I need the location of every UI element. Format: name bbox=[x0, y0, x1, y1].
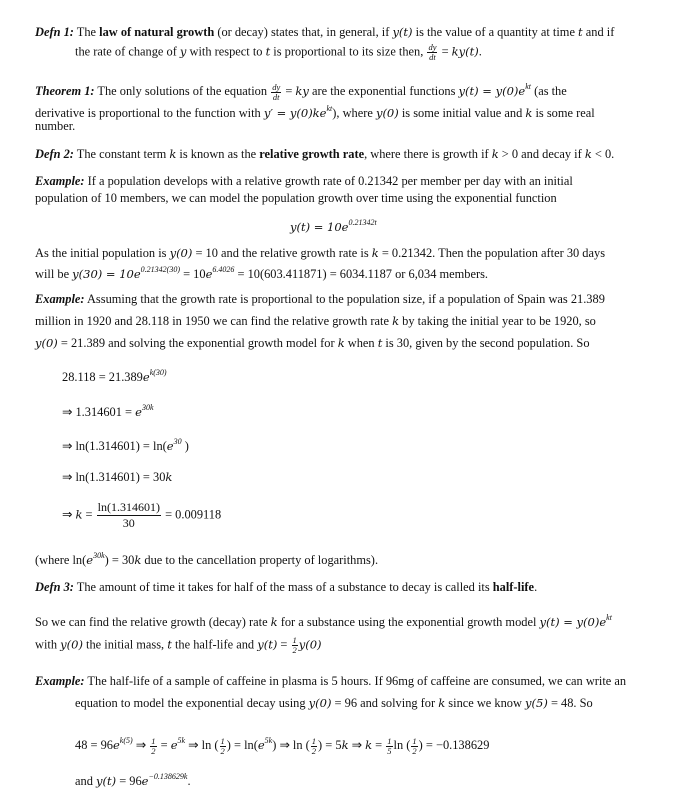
text-line-ex1-eq bbox=[290, 215, 377, 235]
text-segment: ⇒ bbox=[62, 507, 76, 522]
math-expression: k bbox=[270, 615, 278, 629]
math-expression: k bbox=[392, 314, 400, 328]
superscript: kt bbox=[525, 82, 531, 91]
text-segment: If a population develops with a relative growth rate of 0.21342 per member per day with an initial bbox=[84, 174, 573, 188]
fraction-numerator: 1 bbox=[220, 735, 225, 746]
math-expression: k bbox=[491, 147, 499, 161]
fraction-denominator: 2 bbox=[151, 745, 156, 756]
text-segment: ) = 30 bbox=[104, 553, 135, 567]
math-expression: k bbox=[584, 147, 592, 161]
math-expression: e bbox=[86, 553, 94, 567]
text-segment: is proportional to its size then, bbox=[270, 44, 427, 59]
superscript: 6.4026 bbox=[212, 265, 235, 274]
text-segment: = bbox=[157, 738, 171, 752]
text-segment: (or decay) states that, in general, if bbox=[214, 25, 393, 39]
text-segment: 28.118 = 21.389 bbox=[62, 370, 143, 384]
text-segment: ⇒ 1.314601 = bbox=[62, 405, 136, 419]
text-line-ex2-l2 bbox=[35, 313, 596, 329]
text-line-ex2-note bbox=[35, 548, 378, 568]
text-segment: ) bbox=[181, 439, 189, 453]
math-expression: y(t) bbox=[392, 25, 413, 39]
math-expression: y bbox=[179, 44, 187, 59]
superscript: 0.21342t bbox=[348, 218, 377, 227]
heading-label: Defn 3: bbox=[35, 580, 74, 594]
text-segment: (as the bbox=[530, 84, 567, 98]
text-segment: The constant term bbox=[73, 147, 170, 161]
text-segment: As the initial population is bbox=[35, 246, 170, 260]
text-segment: ⇒ bbox=[132, 738, 150, 752]
text-segment: (where ln( bbox=[35, 553, 87, 567]
text-line-ex2-s3 bbox=[62, 434, 189, 454]
text-segment: = 0.21342. Then the population after 30 days bbox=[378, 246, 606, 260]
fraction bbox=[271, 83, 281, 102]
fraction-numerator: dy bbox=[272, 81, 281, 92]
math-expression: k bbox=[341, 738, 349, 752]
text-segment: The amount of time it takes for half of the mass of a substance to decay is called its bbox=[73, 580, 493, 594]
math-expression: t bbox=[578, 25, 583, 39]
math-expression: k bbox=[438, 696, 446, 710]
fraction-denominator: dt bbox=[272, 91, 280, 102]
math-expression: y(5) bbox=[525, 696, 548, 710]
superscript: 30 bbox=[173, 437, 182, 446]
fraction-denominator: 2 bbox=[412, 745, 417, 756]
fraction-denominator: 2 bbox=[292, 645, 297, 655]
fraction-numerator: 1 bbox=[292, 635, 297, 645]
text-segment: is some initial value and bbox=[398, 106, 526, 120]
superscript: k(30) bbox=[149, 368, 167, 377]
fraction bbox=[292, 636, 298, 655]
text-segment: the half-life and bbox=[171, 637, 258, 652]
text-segment: the initial mass, bbox=[82, 637, 168, 652]
math-expression: y(t) = y(0)e bbox=[458, 84, 526, 98]
fraction bbox=[386, 737, 392, 756]
text-segment: population of 10 members, we can model the population growth over time using the exponential function bbox=[35, 191, 557, 205]
text-segment: > 0 and decay if bbox=[498, 147, 585, 161]
text-segment: 48 = 96 bbox=[75, 738, 113, 752]
text-line-hl-l1 bbox=[35, 610, 612, 630]
superscript: 30k bbox=[93, 551, 105, 560]
math-expression: y(0) bbox=[375, 106, 399, 120]
text-line-ex1-l2 bbox=[35, 190, 557, 206]
fraction-numerator: 1 bbox=[387, 735, 392, 746]
math-expression: y(t) = 10e bbox=[290, 220, 349, 234]
text-segment: = 10(603.411871) = 6034.1187 or 6,034 members. bbox=[234, 267, 489, 281]
text-segment: ⇒ bbox=[348, 738, 366, 752]
text-segment: . bbox=[534, 580, 538, 594]
fraction bbox=[311, 737, 317, 756]
text-segment: = bbox=[372, 738, 386, 752]
math-expression: k bbox=[337, 336, 345, 350]
text-segment: with bbox=[35, 637, 61, 652]
text-segment: ), where bbox=[332, 106, 376, 120]
fraction-numerator: ln(1.314601) bbox=[97, 500, 160, 514]
fraction bbox=[97, 500, 161, 531]
math-expression: y(t) bbox=[257, 637, 278, 652]
text-segment: with respect to bbox=[186, 44, 266, 59]
math-expression: e bbox=[166, 439, 174, 453]
text-segment: = bbox=[438, 44, 452, 59]
fraction-denominator: 5 bbox=[387, 745, 392, 756]
bold-term: half-life bbox=[492, 580, 535, 594]
fraction-denominator: 2 bbox=[220, 745, 225, 756]
text-segment: when bbox=[344, 336, 378, 350]
text-segment: and bbox=[75, 774, 96, 788]
superscript: kt bbox=[326, 104, 333, 113]
math-expression: y(0) bbox=[35, 336, 58, 350]
text-line-ex1-l4 bbox=[35, 262, 488, 282]
fraction bbox=[411, 737, 417, 756]
text-line-ex2-l3 bbox=[35, 335, 590, 351]
text-segment: number. bbox=[35, 119, 76, 133]
text-segment: = 0.009118 bbox=[161, 507, 222, 522]
text-segment: = bbox=[282, 84, 296, 98]
bold-term: law of natural growth bbox=[99, 25, 215, 39]
math-expression: y(t) = y(0)e bbox=[539, 615, 607, 629]
text-segment: Assuming that the growth rate is proportional to the population size, if a population of Spain was 21.389 bbox=[84, 292, 605, 306]
text-segment: the rate of change of bbox=[75, 44, 180, 59]
text-segment: and if bbox=[582, 25, 615, 39]
text-segment: = 21.389 and solving the exponential growth model for bbox=[57, 336, 338, 350]
text-line-thm1-l2 bbox=[35, 101, 595, 121]
heading-label: Example: bbox=[35, 674, 85, 688]
math-expression: t bbox=[377, 336, 383, 350]
text-segment: = 48. So bbox=[547, 696, 593, 710]
math-expression: k bbox=[525, 106, 533, 120]
text-segment: since we know bbox=[445, 696, 526, 710]
text-line-ex2-s5 bbox=[62, 500, 221, 531]
text-segment: will be bbox=[35, 267, 73, 281]
text-segment: The only solutions of the equation bbox=[94, 84, 271, 98]
fraction-denominator: 30 bbox=[122, 516, 135, 530]
superscript: 30k bbox=[141, 403, 154, 412]
math-expression: ky(t) bbox=[451, 44, 479, 59]
text-segment: < 0. bbox=[591, 147, 615, 161]
text-segment: is the value of a quantity at time bbox=[412, 25, 579, 39]
text-line-defn1-l1 bbox=[35, 24, 614, 40]
text-segment: = 10 and the relative growth rate is bbox=[192, 246, 372, 260]
text-segment: , where there is growth if bbox=[364, 147, 492, 161]
fraction-denominator: dt bbox=[429, 52, 436, 62]
math-expression: e bbox=[112, 738, 120, 752]
text-segment: = 96 and solving for bbox=[331, 696, 439, 710]
text-segment: by taking the initial year to be 1920, so bbox=[399, 314, 596, 328]
text-line-thm1-l1 bbox=[35, 79, 567, 102]
math-expression: y(0) bbox=[298, 637, 322, 652]
math-expression: k bbox=[165, 470, 173, 484]
fraction-numerator: 1 bbox=[151, 735, 156, 746]
text-segment: due to the cancellation property of logarithms). bbox=[141, 553, 379, 567]
fraction-numerator: dy bbox=[428, 42, 437, 52]
text-segment: derivative is proportional to the function with bbox=[35, 106, 264, 120]
text-segment: are the exponential functions bbox=[308, 84, 459, 98]
math-expression: k bbox=[371, 246, 379, 260]
superscript: kt bbox=[606, 613, 612, 622]
math-expression: y(30) = 10e bbox=[72, 267, 141, 281]
text-line-defn2 bbox=[35, 146, 614, 162]
heading-label: Example: bbox=[35, 292, 85, 306]
bold-term: relative growth rate bbox=[259, 147, 365, 161]
superscript: −0.138629k bbox=[148, 772, 188, 781]
math-expression: e bbox=[135, 405, 142, 419]
text-line-hl-l2 bbox=[35, 636, 322, 655]
heading-label: Defn 1: bbox=[35, 25, 74, 39]
math-expression: y′ = y(0)ke bbox=[263, 106, 327, 120]
math-expression: ky bbox=[295, 84, 309, 98]
text-segment: = bbox=[82, 507, 96, 522]
text-line-ex2-s1 bbox=[62, 365, 167, 385]
math-expression: e bbox=[205, 267, 213, 281]
math-expression: y(t) bbox=[96, 774, 117, 788]
text-line-ex3-l2 bbox=[75, 695, 593, 711]
text-segment: ) ⇒ ln ( bbox=[272, 738, 310, 752]
math-expression: e bbox=[257, 738, 265, 752]
superscript: 5k bbox=[264, 736, 273, 745]
text-line-ex3-l1 bbox=[35, 673, 626, 689]
text-segment: ⇒ ln ( bbox=[185, 738, 219, 752]
math-expression: e bbox=[141, 774, 149, 788]
text-segment: million in 1920 and 28.118 in 1950 we can find the relative growth rate bbox=[35, 314, 393, 328]
superscript: k(5) bbox=[119, 736, 133, 745]
fraction-numerator: 1 bbox=[412, 735, 417, 746]
text-segment: ⇒ ln(1.314601) = ln( bbox=[62, 439, 167, 453]
text-segment: ⇒ ln(1.314601) = 30 bbox=[62, 470, 166, 484]
fraction-numerator: 1 bbox=[311, 735, 317, 746]
text-segment: ) = −0.138629 bbox=[418, 738, 490, 752]
math-expression: k bbox=[134, 553, 142, 567]
text-segment: = 96 bbox=[116, 774, 142, 788]
text-segment: for a substance using the exponential growth model bbox=[277, 615, 540, 629]
text-line-ex2-l1 bbox=[35, 291, 605, 307]
text-segment: equation to model the exponential decay using bbox=[75, 696, 309, 710]
math-expression: k bbox=[169, 147, 177, 161]
superscript: 5k bbox=[177, 736, 186, 745]
text-segment: The half-life of a sample of caffeine in plasma is 5 hours. If 96mg of caffeine are consumed, we can write an bbox=[84, 674, 627, 688]
text-line-ex1-l1 bbox=[35, 173, 573, 189]
text-segment: . bbox=[478, 44, 482, 59]
math-expression: e bbox=[142, 370, 150, 384]
text-line-defn1-l2 bbox=[75, 43, 482, 62]
text-segment: The bbox=[73, 25, 100, 39]
text-segment: = bbox=[277, 637, 291, 652]
heading-label: Theorem 1: bbox=[35, 84, 95, 98]
text-segment: is some real bbox=[532, 106, 595, 120]
math-expression: t bbox=[167, 637, 172, 652]
text-line-ex3-eq bbox=[75, 733, 489, 756]
math-expression: y(0) bbox=[60, 637, 83, 652]
math-expression: e bbox=[170, 738, 178, 752]
text-segment: So we can find the relative growth (decay) rate bbox=[35, 615, 271, 629]
text-line-ex1-l3 bbox=[35, 245, 605, 261]
math-expression: t bbox=[265, 44, 271, 59]
fraction bbox=[220, 737, 226, 756]
math-expression: y(0) bbox=[169, 246, 193, 260]
text-segment: ) = 5 bbox=[318, 738, 342, 752]
text-segment: ln ( bbox=[393, 738, 411, 752]
heading-label: Example: bbox=[35, 174, 85, 188]
fraction bbox=[150, 737, 156, 756]
text-line-ex2-s4 bbox=[62, 469, 172, 485]
text-segment: is known as the bbox=[176, 147, 260, 161]
text-line-thm1-l3 bbox=[35, 118, 75, 134]
text-segment: ) = ln( bbox=[226, 738, 258, 752]
text-line-ex3-l3 bbox=[75, 769, 191, 789]
fraction-denominator: 2 bbox=[311, 745, 317, 756]
fraction bbox=[427, 43, 437, 62]
text-segment: . bbox=[187, 774, 191, 788]
text-segment: = 10 bbox=[180, 267, 206, 281]
math-expression: k bbox=[365, 738, 373, 752]
math-expression: k bbox=[75, 507, 83, 522]
text-segment: is 30, given by the second population. So bbox=[382, 336, 590, 350]
math-expression: y(0) bbox=[308, 696, 332, 710]
text-line-ex2-s2 bbox=[62, 400, 154, 420]
text-line-defn3 bbox=[35, 579, 537, 595]
heading-label: Defn 2: bbox=[35, 147, 74, 161]
superscript: 0.21342(30) bbox=[140, 265, 180, 274]
